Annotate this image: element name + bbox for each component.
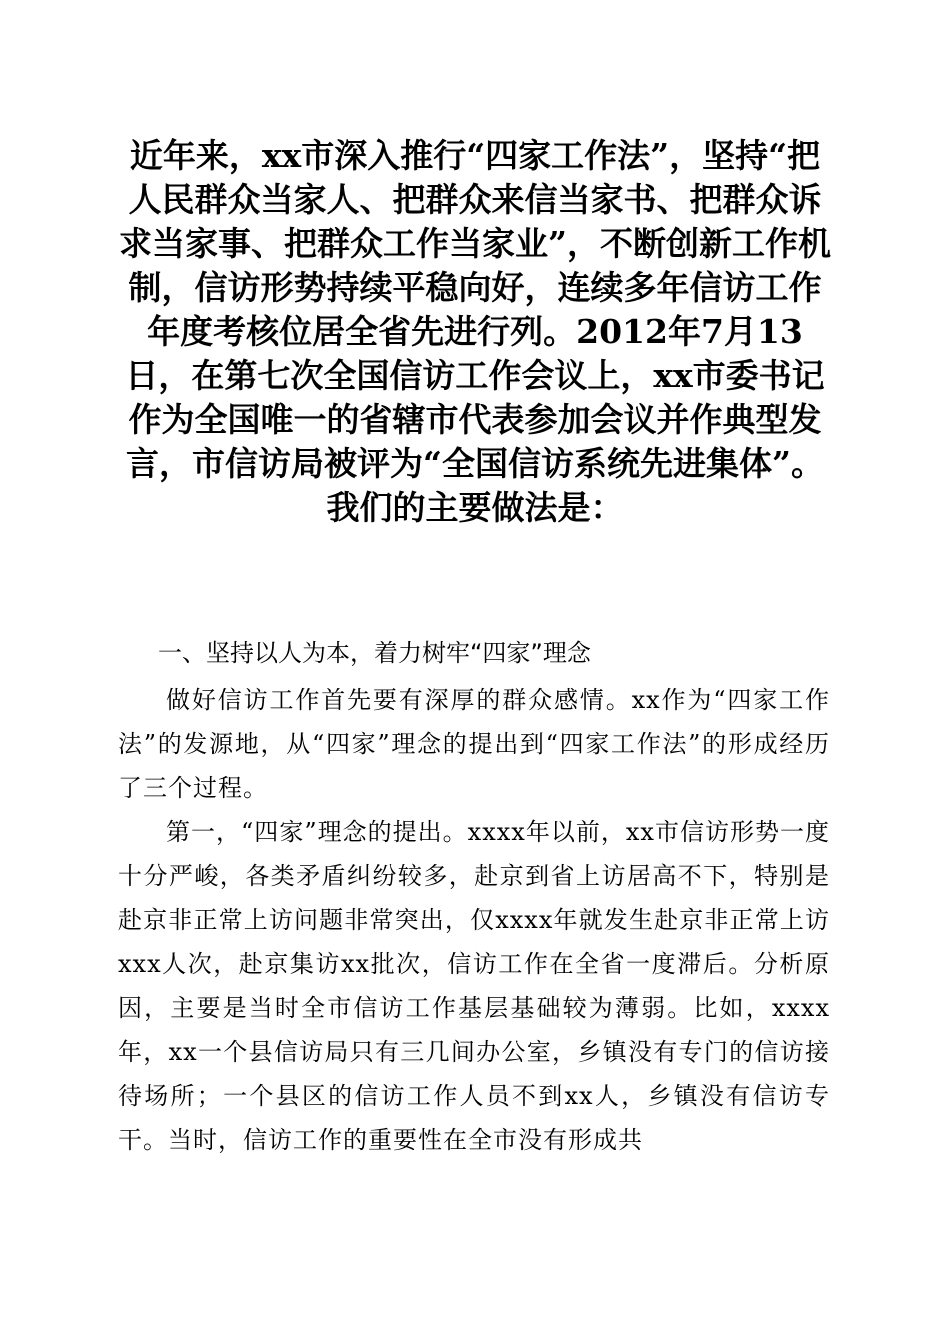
intro-paragraph: 近年来，xx市深入推行“四家工作法”，坚持“把人民群众当家人、把群众来信当家书、把群众诉求当家事、把群众工作当家业”，不断创新工作机制，信访形势持续平稳向好，连续多年信访工作年度考核位居全省先进行列。2012年7月13日，在第七次全国信访工作会议上，xx市委书记作为全国唯一的省辖市代表参加会议并作典型发言，市信访局被评为“全国信访系统先进集体”。我们的主要做法是： [119, 136, 831, 527]
body-paragraph: 做好信访工作首先要有深厚的群众感情。xx作为“四家工作法”的发源地，从“四家”理念的提出到“四家工作法”的形成经历了三个过程。 [118, 686, 830, 802]
section-heading: 一、坚持以人为本，着力树牢“四家”理念 [158, 639, 591, 667]
body-paragraph: 第一，“四家”理念的提出。xxxx年以前，xx市信访形势一度十分严峻，各类矛盾纠纷较多，赴京到省上访居高不下，特别是赴京非正常上访问题非常突出，仅xxxx年就发生赴京非正常上访xxx人次，赴京集访xx批次，信访工作在全省一度滞后。分析原因，主要是当时全市信访工作基层基础较为薄弱。比如，xxxx年，xx一个县信访局只有三几间办公室，乡镇没有专门的信访接待场所；一个县区的信访工作人员不到xx人，乡镇没有信访专干。当时，信访工作的重要性在全市没有形成共 [118, 818, 830, 1154]
